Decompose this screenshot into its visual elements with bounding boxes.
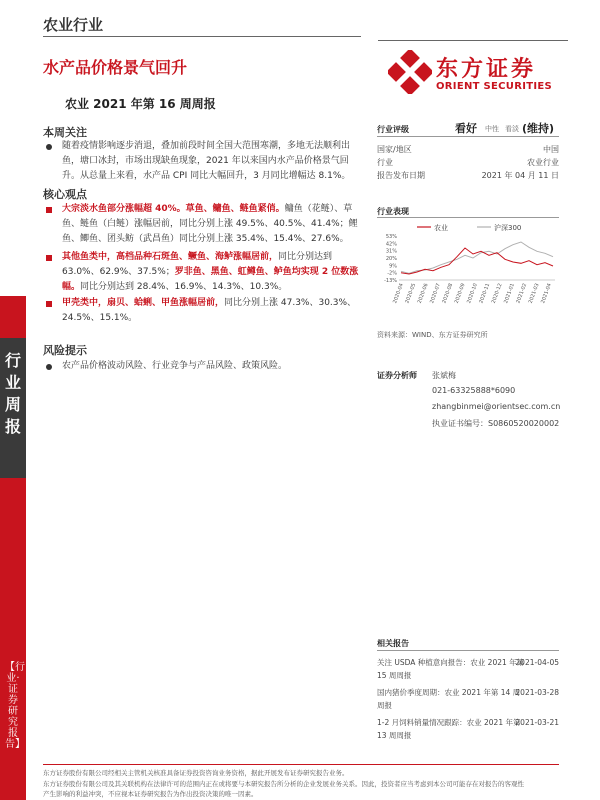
related-report-title[interactable]: 关注 USDA 种植意向报告：农业 2021 年第 15 周周报 xyxy=(377,658,525,680)
info-row-region xyxy=(377,144,559,157)
view-item-1-highlight: 大宗淡水鱼部分涨幅超 40%。草鱼、鳙鱼、鲢鱼紧俏。 xyxy=(62,204,285,214)
performance-divider xyxy=(377,217,559,218)
rating-divider xyxy=(377,136,559,137)
footer-rule xyxy=(43,764,559,765)
risk-text: 农产品价格波动风险、行业竞争与产品风险、政策风险。 xyxy=(62,361,288,371)
bullet-icon xyxy=(46,144,52,150)
risk-heading: 风险提示 xyxy=(43,344,87,357)
y-tick-label: -13% xyxy=(384,278,397,284)
info-value: 中国 xyxy=(543,145,559,154)
legend-label: 农业 xyxy=(434,224,448,232)
bullet-icon xyxy=(46,364,52,370)
view-item-2-text-2: 同比分别达到 28.4%、16.9%、14.3%、10.3%。 xyxy=(80,282,288,292)
view-item-1 xyxy=(62,202,360,247)
y-tick-label: 31% xyxy=(385,248,397,255)
related-report-date: 2021-04-05 xyxy=(515,658,559,667)
performance-chart-svg xyxy=(377,222,559,314)
info-key: 报告发布日期 xyxy=(377,171,425,180)
rating-mid: 中性 xyxy=(485,125,499,133)
x-tick-label: 2020-05 xyxy=(404,282,418,305)
view-item-3-highlight: 甲壳类中，扇贝、蛤蜊、甲鱼涨幅居前， xyxy=(62,298,225,308)
related-report[interactable] xyxy=(377,656,559,682)
footer-line-2: 东方证券股份有限公司及其关联机构在法律许可的范围内正在或将要与本研究报告所分析的企业发展业务关系。因此，投资者应当考虑到本公司可能存在对报告的客观性 xyxy=(43,780,524,788)
series-line xyxy=(401,242,553,273)
focus-text: 随着疫情影响逐步消退，叠加前段时间全国大范围寒潮，多地无法顺利出鱼，塘口冰封，市场出现缺鱼现象，2021 年以来国内水产品价格景气回升。从总量上来看，水产品 CPI 同比大幅回升，3 月同比增幅达 8.1%。 xyxy=(62,141,351,181)
logo-text-cn: 东方证券 xyxy=(436,57,537,82)
view-item-1-text: 鳙鱼（花鲢）、草鱼、鲢鱼（白鲢）涨幅居前，同比分别上涨 49.5%、40.5%、41.4%；鲤鱼、鲫鱼、团头鲂（武昌鱼）同比分别上涨 35.4%、15.4%、27.6%。 xyxy=(62,204,358,244)
band-red-top xyxy=(0,296,26,338)
related-report[interactable] xyxy=(377,686,559,712)
related-report-date: 2021-03-28 xyxy=(515,688,559,697)
y-tick-label: -2% xyxy=(387,270,397,277)
bullet-icon xyxy=(46,207,52,213)
x-tick-label: 2020-06 xyxy=(416,282,430,305)
report-title: 水产品价格景气回升 xyxy=(43,58,188,77)
related-heading: 相关报告 xyxy=(377,639,409,648)
rating-label: 行业评级 xyxy=(377,125,409,134)
rating-low: 看淡 xyxy=(505,125,519,133)
view-item-2-text: 同比分别达到 63.0%、62.9%、37.5%； xyxy=(62,252,333,277)
logo-rule xyxy=(378,40,568,41)
x-tick-label: 2021-04 xyxy=(540,282,553,305)
view-item-2 xyxy=(62,250,360,295)
company-logo xyxy=(388,48,568,98)
related-divider xyxy=(377,650,559,651)
band-red-bottom xyxy=(0,478,26,800)
x-tick-label: 2020-04 xyxy=(392,282,405,305)
x-tick-label: 2020-12 xyxy=(490,282,504,305)
report-subtitle: 农业 2021 年第 16 周周报 xyxy=(65,97,216,111)
performance-chart xyxy=(377,222,559,314)
x-tick-label: 2020-07 xyxy=(429,282,442,305)
view-item-2-highlight-2: 罗非鱼、黑鱼、虹鳟鱼、鲈鱼均实现 2 位数涨幅。 xyxy=(62,267,359,292)
focus-heading: 本周关注 xyxy=(43,126,87,139)
related-report-date: 2021-03-21 xyxy=(515,718,559,727)
series-line xyxy=(401,248,553,274)
footer-line-1: 东方证券股份有限公司经相关主管机关核准具备证券投资咨询业务资格，据此开展发布证券研究报告业务。 xyxy=(43,769,349,777)
x-tick-label: 2021-02 xyxy=(515,282,529,305)
chart-source: 资料来源：WIND、东方证券研究所 xyxy=(377,331,488,339)
analyst-phone: 021-63325888*6090 xyxy=(432,386,516,395)
bullet-icon xyxy=(46,301,52,307)
bullet-icon xyxy=(46,255,52,261)
views-heading: 核心观点 xyxy=(43,188,87,201)
legend-label: 沪深300 xyxy=(494,224,522,232)
x-tick-label: 2020-11 xyxy=(478,282,492,305)
rating-hold: (维持) xyxy=(522,122,555,135)
logo-mark-icon xyxy=(388,50,432,94)
info-row-date xyxy=(377,170,559,183)
info-key: 国家/地区 xyxy=(377,145,412,154)
y-tick-label: 9% xyxy=(389,263,397,270)
analyst-email[interactable]: zhangbinmei@orientsec.com.cn xyxy=(432,402,561,411)
y-tick-label: 53% xyxy=(385,234,397,240)
analyst-name: 张斌梅 xyxy=(432,371,456,380)
x-tick-label: 2021-03 xyxy=(527,282,541,305)
related-report-title[interactable]: 1-2 月饲料销量情况跟踪：农业 2021 年第 13 周周报 xyxy=(377,718,521,740)
industry-label: 农业行业 xyxy=(43,16,104,34)
rating-value: 看好 xyxy=(455,122,477,135)
side-band xyxy=(0,0,26,800)
band-subtitle: 【行业·证券研究报告】 xyxy=(5,662,25,750)
view-item-2-highlight: 其他鱼类中，高档品种石斑鱼、鳜鱼、海鲈涨幅居前， xyxy=(62,252,279,262)
view-item-3-text: 同比分别上涨 47.3%、30.3%、24.5%、15.1%。 xyxy=(62,298,357,323)
y-tick-label: 42% xyxy=(385,241,397,248)
x-tick-label: 2020-09 xyxy=(453,282,467,305)
info-row-industry xyxy=(377,157,559,170)
info-value: 2021 年 04 月 11 日 xyxy=(481,171,559,180)
related-report-title[interactable]: 国内猪价季度周期：农业 2021 年第 14 周周报 xyxy=(377,688,521,710)
header-rule xyxy=(43,36,361,37)
performance-heading: 行业表现 xyxy=(377,207,409,216)
view-item-3 xyxy=(62,296,360,326)
footer-line-3: 产生影响的利益冲突，不应视本证券研究报告为作出投资决策的唯一因素。 xyxy=(43,790,258,798)
logo-text-en: ORIENT SECURITIES xyxy=(436,81,553,92)
related-report[interactable] xyxy=(377,716,559,742)
x-tick-label: 2020-10 xyxy=(466,282,479,305)
info-key: 行业 xyxy=(377,158,393,167)
y-tick-label: 20% xyxy=(385,256,397,262)
info-value: 农业行业 xyxy=(527,158,559,167)
analyst-license: 执业证书编号：S0860520020002 xyxy=(432,419,560,428)
analyst-label: 证券分析师 xyxy=(377,371,417,380)
x-tick-label: 2020-08 xyxy=(441,282,455,305)
x-tick-label: 2021-01 xyxy=(503,282,516,305)
band-title: 行业周报 xyxy=(4,351,21,436)
